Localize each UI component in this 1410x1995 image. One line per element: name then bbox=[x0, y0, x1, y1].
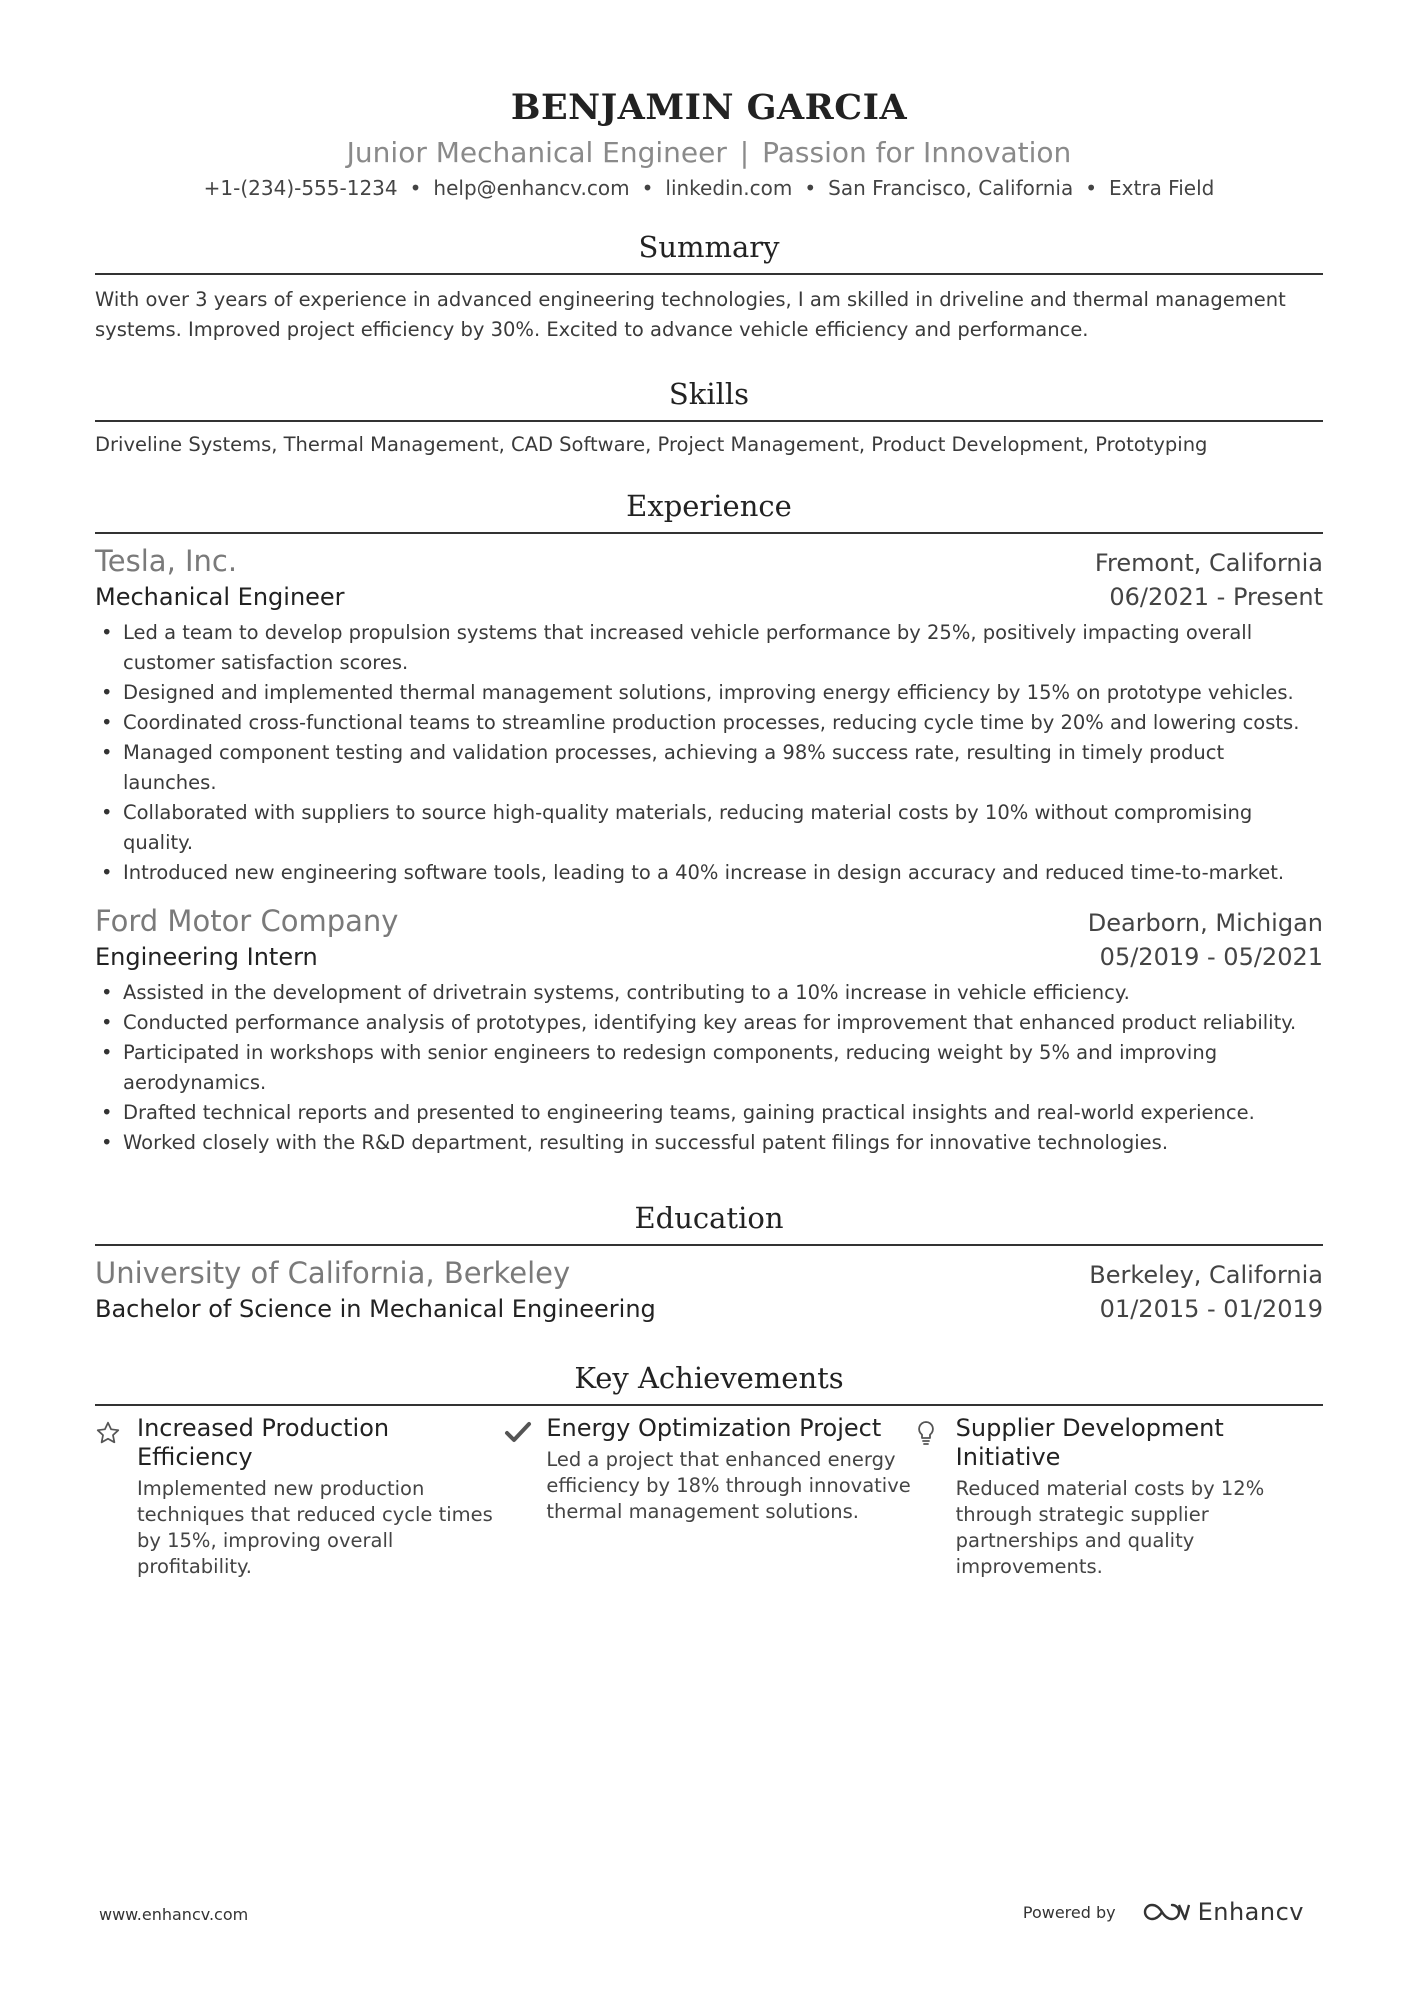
job-entry bbox=[95, 902, 1323, 1158]
headline-subtitle: Passion for Innovation bbox=[762, 136, 1072, 169]
separator-dot: • bbox=[641, 176, 654, 200]
job-entry bbox=[95, 542, 1323, 888]
achievements-grid bbox=[95, 1414, 1323, 1580]
achievement-item bbox=[95, 1414, 504, 1580]
extra-field: Extra Field bbox=[1109, 176, 1215, 200]
education-header-row bbox=[95, 1254, 1323, 1292]
company-name: Tesla, Inc. bbox=[95, 544, 238, 578]
section-divider bbox=[95, 420, 1323, 422]
list-item: • Coordinated cross-functional teams to streamline production processes, reducing cycle time by 20% and lowering costs. bbox=[95, 708, 1323, 738]
section-divider bbox=[95, 1244, 1323, 1246]
list-item: • Led a team to develop propulsion systems that increased vehicle performance by 25%, positively impacting overall customer satisfaction scores. bbox=[95, 618, 1323, 678]
job-dates: 05/2019 - 05/2021 bbox=[1099, 943, 1323, 971]
skills-text: Driveline Systems, Thermal Management, CAD Software, Project Management, Product Development, Prototyping bbox=[95, 433, 1208, 456]
title-separator: | bbox=[739, 136, 750, 169]
list-item: • Designed and implemented thermal management solutions, improving energy efficiency by 15% on prototype vehicles. bbox=[95, 678, 1323, 708]
contact-line bbox=[95, 174, 1323, 202]
enhancv-logo-icon bbox=[1142, 1900, 1190, 1924]
job-location: Fremont, California bbox=[1094, 549, 1323, 577]
job-role: Mechanical Engineer bbox=[95, 583, 345, 611]
candidate-name: BENJAMIN GARCIA bbox=[510, 87, 908, 128]
footer-branding bbox=[1023, 1898, 1304, 1926]
degree-name: Bachelor of Science in Mechanical Engineering bbox=[95, 1295, 656, 1323]
star-outline-icon bbox=[95, 1414, 137, 1580]
job-title: Junior Mechanical Engineer bbox=[346, 136, 727, 169]
section-divider bbox=[95, 1404, 1323, 1406]
section-divider bbox=[95, 532, 1323, 534]
section-divider bbox=[95, 273, 1323, 275]
job-bullets bbox=[95, 978, 1323, 1158]
list-item: • Participated in workshops with senior engineers to redesign components, reducing weight by 5% and improving aerodynamics. bbox=[95, 1038, 1323, 1098]
achievement-title: Supplier Development Initiative bbox=[955, 1414, 1224, 1471]
education-degree-row bbox=[95, 1292, 1323, 1326]
achievement-description: Reduced material costs by 12% through strategic supplier partnerships and quality improvements. bbox=[955, 1477, 1265, 1578]
brand-name[interactable]: Enhancv bbox=[1197, 1898, 1304, 1926]
list-item: • Assisted in the development of drivetrain systems, contributing to a 10% increase in vehicle efficiency. bbox=[95, 978, 1323, 1008]
school-name: University of California, Berkeley bbox=[95, 1256, 571, 1290]
job-dates: 06/2021 - Present bbox=[1109, 583, 1323, 611]
section-heading-achievements: Key Achievements bbox=[574, 1361, 844, 1395]
summary-text: With over 3 years of experience in advanced engineering technologies, I am skilled in driveline and thermal management systems. Improved project efficiency by 30%. Excited to advance vehicle efficiency and performance. bbox=[95, 288, 1286, 341]
achievement-item bbox=[504, 1414, 913, 1580]
email-link[interactable]: help@enhancv.com bbox=[433, 176, 630, 200]
resume-page bbox=[95, 0, 1323, 1580]
section-heading-summary: Summary bbox=[638, 230, 780, 264]
education-section bbox=[95, 1198, 1323, 1326]
job-location: Dearborn, Michigan bbox=[1087, 909, 1323, 937]
location-text: San Francisco, California bbox=[828, 176, 1074, 200]
list-item: • Introduced new engineering software tools, leading to a 40% increase in design accuracy and reduced time-to-market. bbox=[95, 858, 1323, 888]
experience-section bbox=[95, 486, 1323, 1158]
list-item: • Drafted technical reports and presented to engineering teams, gaining practical insights and real-world experience. bbox=[95, 1098, 1323, 1128]
section-heading-skills: Skills bbox=[668, 377, 750, 411]
footer-website-link[interactable]: www.enhancv.com bbox=[99, 1905, 249, 1924]
school-location: Berkeley, California bbox=[1089, 1261, 1323, 1289]
powered-by-label: Powered by bbox=[1022, 1902, 1116, 1922]
education-entry bbox=[95, 1254, 1323, 1326]
achievement-title: Increased Production Efficiency bbox=[137, 1414, 390, 1471]
achievement-description: Implemented new production techniques that reduced cycle times by 15%, improving overall profitability. bbox=[137, 1477, 493, 1578]
phone-number[interactable]: +1-(234)-555-1234 bbox=[203, 176, 398, 200]
resume-header bbox=[95, 0, 1323, 202]
separator-dot: • bbox=[804, 176, 817, 200]
checkmark-icon bbox=[504, 1414, 546, 1580]
job-bullets bbox=[95, 618, 1323, 888]
lightbulb-icon bbox=[914, 1414, 956, 1580]
list-item: • Conducted performance analysis of prototypes, identifying key areas for improvement that enhanced product reliability. bbox=[95, 1008, 1323, 1038]
section-heading-education: Education bbox=[634, 1201, 784, 1235]
separator-dot: • bbox=[409, 176, 422, 200]
achievement-description: Led a project that enhanced energy efficiency by 18% through innovative thermal management solutions. bbox=[546, 1448, 911, 1523]
education-dates: 01/2015 - 01/2019 bbox=[1099, 1295, 1323, 1323]
skills-section bbox=[95, 374, 1323, 460]
job-header-row bbox=[95, 542, 1323, 580]
list-item: • Managed component testing and validation processes, achieving a 98% success rate, resulting in timely product launches. bbox=[95, 738, 1323, 798]
job-role-row bbox=[95, 940, 1323, 974]
list-item: • Worked closely with the R&D department, resulting in successful patent filings for innovative technologies. bbox=[95, 1128, 1323, 1158]
headline bbox=[95, 134, 1323, 172]
job-header-row bbox=[95, 902, 1323, 940]
company-name: Ford Motor Company bbox=[95, 904, 399, 938]
job-role-row bbox=[95, 580, 1323, 614]
list-item: • Collaborated with suppliers to source high-quality materials, reducing material costs by 10% without compromising quality. bbox=[95, 798, 1323, 858]
achievement-title: Energy Optimization Project bbox=[546, 1414, 882, 1442]
linkedin-link[interactable]: linkedin.com bbox=[665, 176, 793, 200]
section-heading-experience: Experience bbox=[626, 489, 792, 523]
job-role: Engineering Intern bbox=[95, 943, 318, 971]
achievements-section bbox=[95, 1358, 1323, 1580]
achievement-item bbox=[914, 1414, 1323, 1580]
summary-section bbox=[95, 227, 1323, 345]
separator-dot: • bbox=[1085, 176, 1098, 200]
